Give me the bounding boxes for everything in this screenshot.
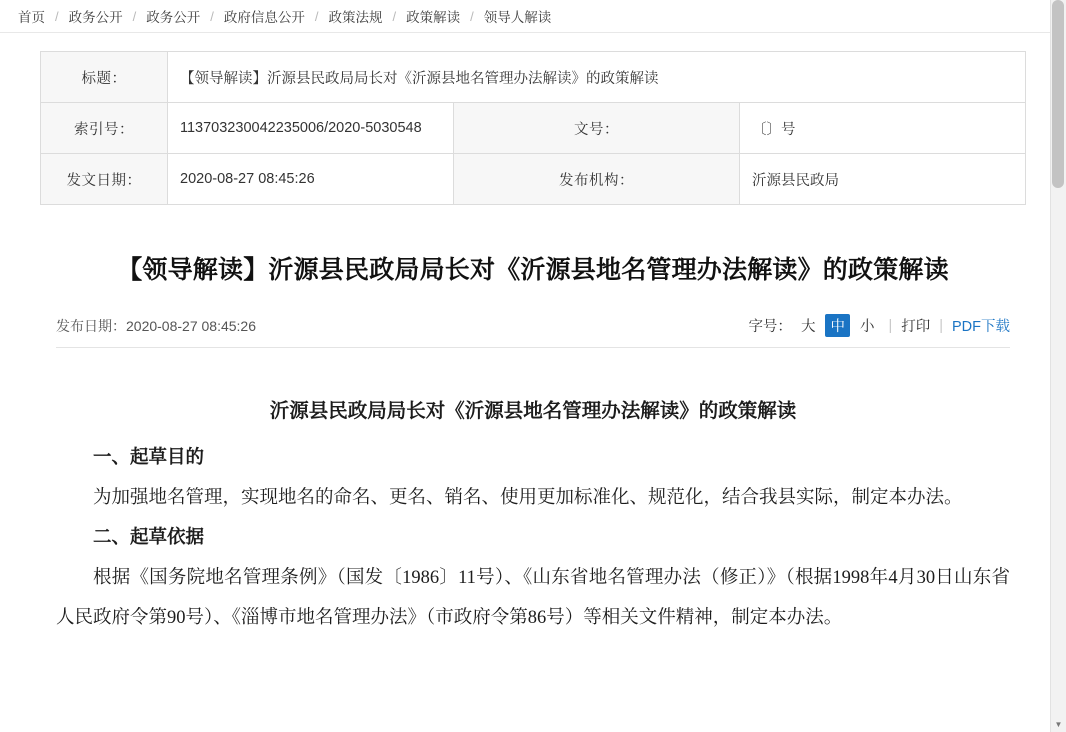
info-value-agency: 沂源县民政局 bbox=[740, 154, 1026, 205]
breadcrumb-separator: / bbox=[392, 8, 397, 24]
tools-divider: | bbox=[888, 317, 893, 334]
breadcrumb-separator: / bbox=[314, 8, 319, 24]
document-info-table bbox=[40, 51, 1026, 205]
info-value-title: 【领导解读】沂源县民政局局长对《沂源县地名管理办法解读》的政策解读 bbox=[168, 52, 1026, 103]
info-value-date: 2020-08-27 08:45:26 bbox=[168, 154, 454, 205]
breadcrumb-item-3[interactable]: 政府信息公开 bbox=[223, 10, 305, 25]
breadcrumb-item-1[interactable]: 政务公开 bbox=[68, 10, 123, 25]
article-tools bbox=[748, 314, 1010, 337]
breadcrumb-separator: / bbox=[132, 8, 137, 24]
table-row bbox=[41, 52, 1026, 103]
info-value-docnum: 〔〕号 bbox=[740, 103, 1026, 154]
breadcrumb-separator: / bbox=[470, 8, 474, 24]
article-body bbox=[0, 348, 1066, 638]
publish-date-label: 发布日期： bbox=[56, 317, 126, 334]
breadcrumb bbox=[0, 0, 1066, 33]
info-label-title: 标题： bbox=[41, 52, 168, 103]
section-title-2: 二、起草依据 bbox=[93, 528, 205, 548]
info-label-docnum: 文号： bbox=[454, 103, 740, 154]
breadcrumb-item-2[interactable]: 政务公开 bbox=[146, 10, 201, 25]
body-heading: 沂源县民政局局长对《沂源县地名管理办法解读》的政策解读 bbox=[269, 401, 797, 422]
print-button[interactable]: 打印 bbox=[901, 319, 931, 335]
publish-date bbox=[56, 316, 256, 336]
font-size-small-button[interactable]: 小 bbox=[859, 319, 875, 335]
breadcrumb-item-5[interactable]: 政策解读 bbox=[406, 10, 461, 25]
info-label-index: 索引号： bbox=[41, 103, 168, 154]
article-meta-row bbox=[56, 314, 1010, 348]
publish-date-value: 2020-08-27 08:45:26 bbox=[126, 317, 256, 334]
scrollbar-thumb[interactable] bbox=[1052, 0, 1064, 188]
tools-divider: | bbox=[939, 317, 943, 334]
font-size-label: 字号： bbox=[748, 319, 792, 335]
document-info-section bbox=[0, 33, 1066, 205]
section-text-1: 为加强地名管理，实现地名的命名、更名、销名、使用更加标准化、规范化，结合我县实际，制定本办法。 bbox=[93, 488, 963, 508]
breadcrumb-separator: / bbox=[55, 8, 59, 24]
font-size-medium-button[interactable]: 中 bbox=[825, 314, 850, 337]
font-size-large-button[interactable]: 大 bbox=[800, 319, 816, 335]
vertical-scrollbar[interactable] bbox=[1050, 0, 1066, 732]
breadcrumb-separator: / bbox=[210, 8, 214, 24]
info-label-agency: 发布机构： bbox=[454, 154, 740, 205]
scroll-down-arrow-icon[interactable]: ▼ bbox=[1054, 720, 1063, 729]
info-value-index: 113703230042235006/2020-5030548 bbox=[168, 103, 454, 154]
info-label-date: 发文日期： bbox=[41, 154, 168, 205]
breadcrumb-item-0[interactable]: 首页 bbox=[18, 10, 45, 25]
table-row bbox=[41, 154, 1026, 205]
pdf-download-link[interactable]: PDF下载 bbox=[952, 319, 1010, 335]
article-header bbox=[0, 205, 1066, 348]
breadcrumb-item-6[interactable]: 领导人解读 bbox=[483, 10, 552, 25]
section-title-1: 一、起草目的 bbox=[93, 448, 205, 468]
page-title: 【领导解读】沂源县民政局局长对《沂源县地名管理办法解读》的政策解读 bbox=[117, 256, 949, 284]
table-row bbox=[41, 103, 1026, 154]
section-text-2: 根据《国务院地名管理条例》（国发〔1986〕11号）、《山东省地名管理办法（修正）》（根据1998年4月30日山东省人民政府令第90号）、《淄博市地名管理办法》（市政府令第86号）等相关文件精神，制定本办法。 bbox=[56, 568, 1010, 628]
breadcrumb-item-4[interactable]: 政策法规 bbox=[328, 10, 383, 25]
